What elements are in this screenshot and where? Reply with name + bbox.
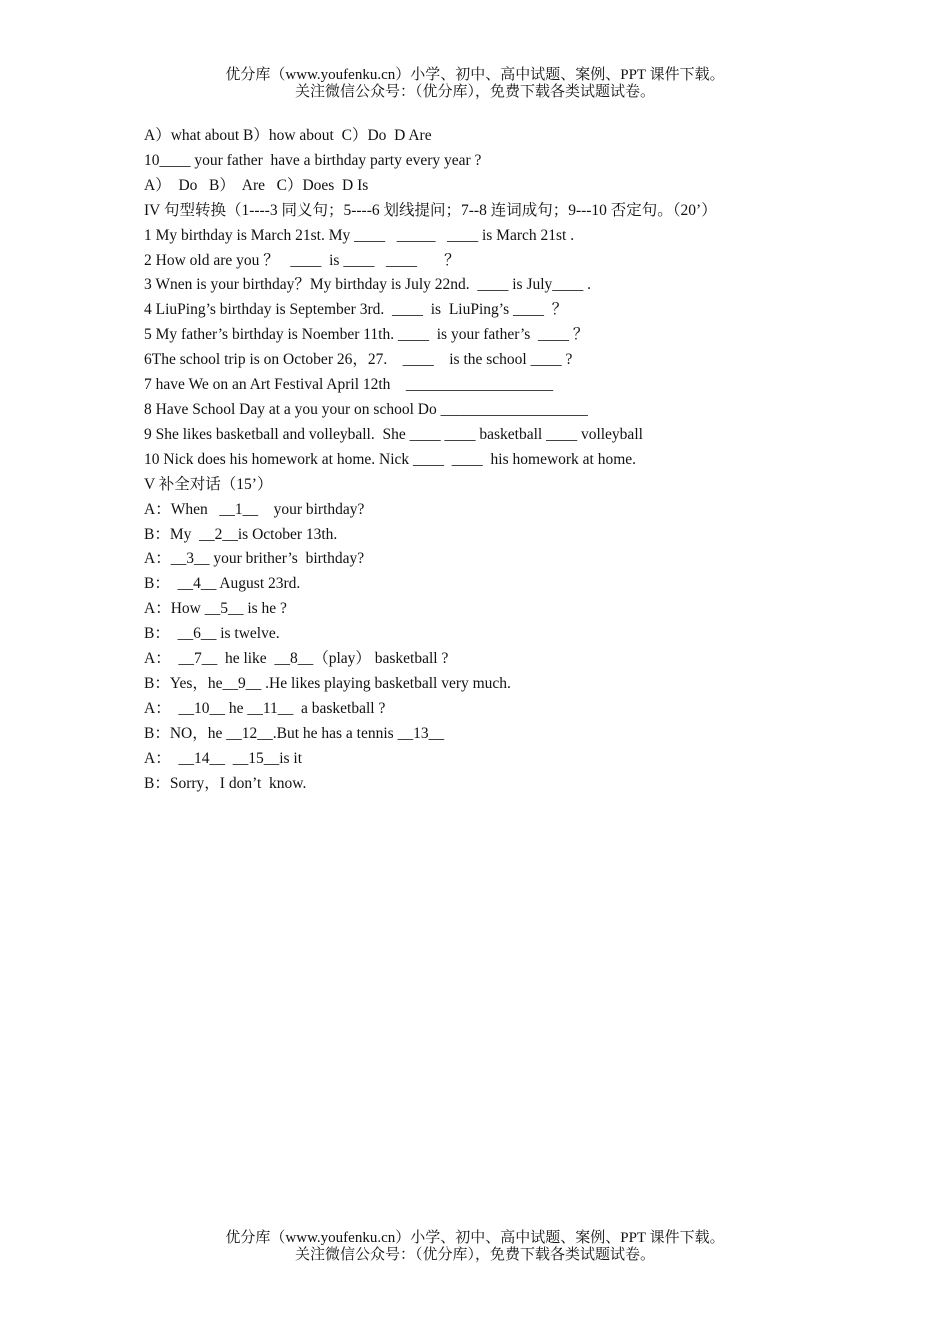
dialogue-line-2: B：My __2__is October 13th. — [144, 525, 338, 543]
page-header — [0, 67, 950, 101]
section-v-heading: V 补全对话（15’） — [144, 475, 273, 493]
footer-line-1: 优分库（www.youfenku.cn）小学、初中、高中试题、案例、PPT 课件下载。 — [225, 1230, 725, 1246]
dialogue-line-9: A： __10__ he __11__ a basketball ? — [144, 699, 386, 717]
dialogue-line-12: B：Sorry，I don’t know. — [144, 774, 307, 792]
dialogue-line-3: A：__3__ your brither’s birthday? — [144, 550, 365, 568]
dialogue-line-5: A：How __5__ is he ? — [144, 600, 287, 618]
header-line-1: 优分库（www.youfenku.cn）小学、初中、高中试题、案例、PPT 课件下载。 — [225, 67, 725, 83]
dialogue-line-10: B：NO，he __12__.But he has a tennis __13__ — [144, 724, 445, 742]
dialogue-line-4: B： __4__ August 23rd. — [144, 575, 301, 593]
header-line-2: 关注微信公众号：（优分库），免费下载各类试题试卷。 — [294, 84, 655, 100]
transform-item-8: 8 Have School Day at a you your on school Do ___________________ — [144, 400, 588, 418]
transform-item-5: 5 My father’s birthday is Noember 11th. ____ is your father’s ____ ？ — [144, 326, 589, 344]
transform-item-3: 3 Wnen is your birthday？My birthday is July 22nd. ____ is July____ . — [144, 276, 592, 294]
dialogue-line-8: B：Yes，he__9__ .He likes playing basketball very much. — [144, 674, 511, 692]
dialogue-line-6: B： __6__ is twelve. — [144, 625, 280, 643]
footer-line-2: 关注微信公众号：（优分库），免费下载各类试题试卷。 — [294, 1247, 655, 1263]
dialogue-line-1: A：When __1__ your birthday? — [144, 500, 365, 518]
question-10: 10____ your father have a birthday party every year ? — [144, 151, 482, 169]
options-q10: A） Do B） Are C）Does D Is — [144, 176, 369, 194]
dialogue-line-7: A： __7__ he like __8__（play） basketball ? — [144, 650, 449, 668]
dialogue-line-11: A： __14__ __15__is it — [144, 749, 303, 767]
transform-item-7: 7 have We on an Art Festival April 12th ___________________ — [144, 376, 554, 394]
transform-item-6: 6The school trip is on October 26，27. ____ is the school ____ ? — [144, 351, 573, 369]
page-footer — [0, 1230, 950, 1264]
transform-item-2: 2 How old are you ？ ____ is ____ ____ ？ — [144, 251, 460, 269]
transform-item-9: 9 She likes basketball and volleyball. She ____ ____ basketball ____ volleyball — [144, 425, 643, 443]
transform-item-1: 1 My birthday is March 21st. My ____ _____ ____ is March 21st . — [144, 226, 575, 244]
transform-item-4: 4 LiuPing’s birthday is September 3rd. ____ is LiuPing’s ____ ？ — [144, 301, 568, 319]
options-q9: A）what about B）how about C）Do D Are — [144, 127, 432, 144]
section-iv-heading: IV 句型转换（1----3 同义句；5----6 划线提问；7--8 连词成句；9---10 否定句。（20’） — [144, 201, 717, 219]
worksheet-body — [144, 124, 824, 796]
transform-item-10: 10 Nick does his homework at home. Nick ____ ____ his homework at home. — [144, 450, 637, 468]
